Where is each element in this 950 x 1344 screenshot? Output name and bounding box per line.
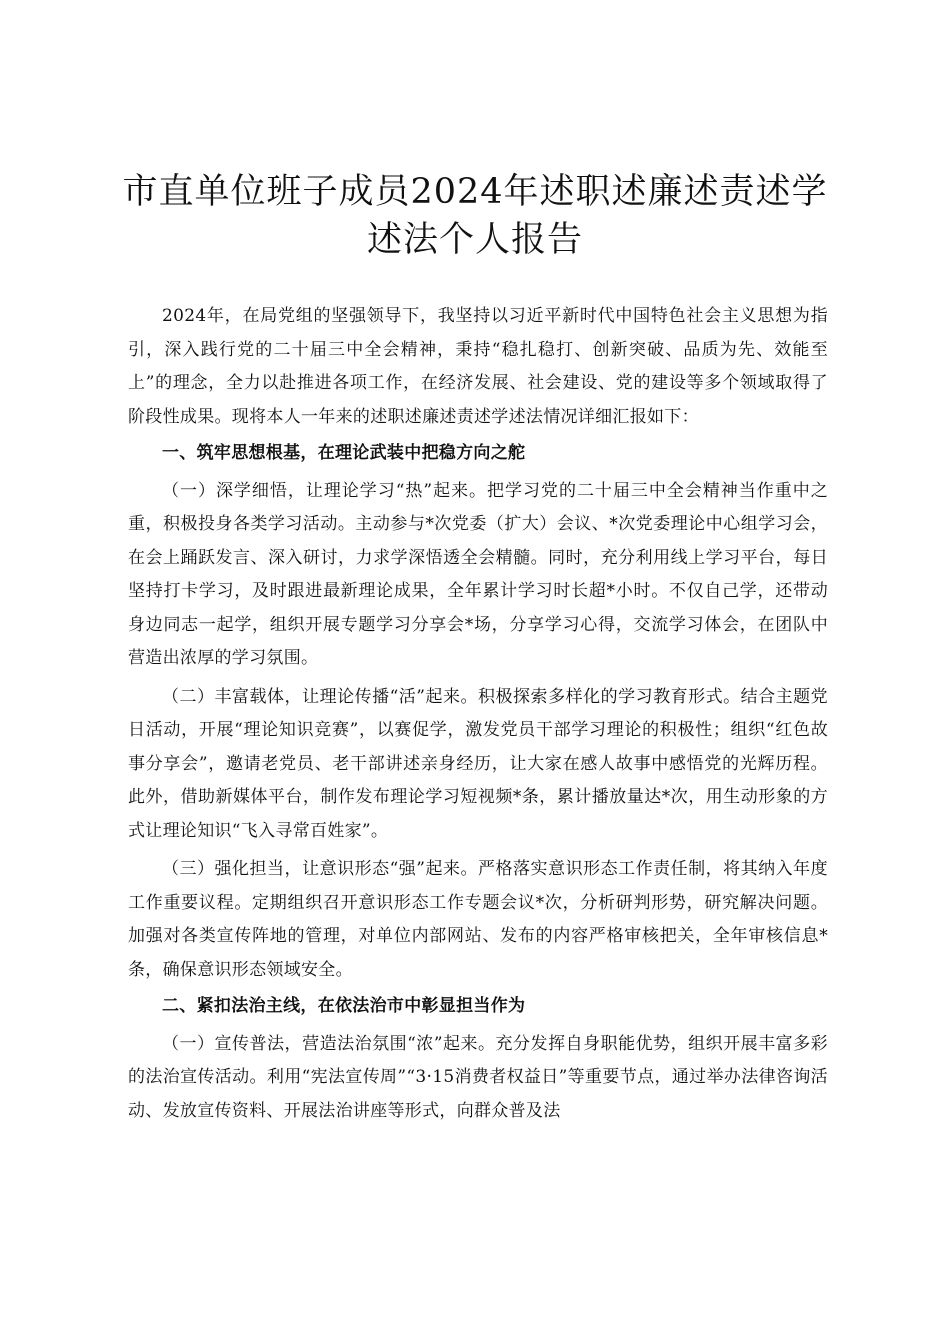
document-title-line-1: 市直单位班子成员2024年述职述廉述责述学: [122, 172, 828, 212]
intro-paragraph: 2024年，在局党组的坚强领导下，我坚持以习近平新时代中国特色社会主义思想为指引，深入践行党的二十届三中全会精神，秉持“稳扎稳打、创新突破、品质为先、效能至上”的理念，全力以赴推进各项工作，在经济发展、社会建设、党的建设等多个领域取得了阶段性成果。现将本人一年来的述职述廉述责述学述法情况详细汇报如下：: [128, 306, 828, 427]
section-1-paragraph-1: （一）深学细悟，让理论学习“热”起来。把学习党的二十届三中全会精神当作重中之重，积极投身各类学习活动。主动参与*次党委（扩大）会议、*次党委理论中心组学习会，在会上踊跃发言、深入研讨，力求学深悟透全会精髓。同时，充分利用线上学习平台，每日坚持打卡学习，及时跟进最新理论成果，全年累计学习时长超*小时。不仅自己学，还带动身边同志一起学，组织开展专题学习分享会*场，分享学习心得，交流学习体会，在团队中营造出浓厚的学习氛围。: [128, 480, 828, 668]
section-1-paragraph-3: （三）强化担当，让意识形态“强”起来。严格落实意识形态工作责任制，将其纳入年度工作重要议程。定期组织召开意识形态工作专题会议*次，分析研判形势，研究解决问题。加强对各类宣传阵地的管理，对单位内部网站、发布的内容严格审核把关，全年审核信息*条，确保意识形态领域安全。: [128, 859, 828, 980]
section-2-heading: 二、紧扣法治主线，在依法治市中彰显担当作为: [162, 996, 526, 1016]
section-1-paragraph-2: （二）丰富载体，让理论传播“活”起来。积极探索多样化的学习教育形式。结合主题党日活动，开展“理论知识竞赛”，以赛促学，激发党员干部学习理论的积极性；组织“红色故事分享会”，邀请老党员、老干部讲述亲身经历，让大家在感人故事中感悟党的光辉历程。此外，借助新媒体平台，制作发布理论学习短视频*条，累计播放量达*次，用生动形象的方式让理论知识“飞入寻常百姓家”。: [128, 686, 828, 841]
section-2-paragraph-1: （一）宣传普法，营造法治氛围“浓”起来。充分发挥自身职能优势，组织开展丰富多彩的法治宣传活动。利用“宪法宣传周”“3·15消费者权益日”等重要节点，通过举办法律咨询活动、发放宣传资料、开展法治讲座等形式，向群众普及法: [128, 1033, 828, 1121]
document-body: [128, 300, 828, 1128]
section-1-heading: 一、筑牢思想根基，在理论武装中把稳方向之舵: [162, 443, 526, 463]
document-title-line-2: 述法个人报告: [366, 220, 583, 260]
